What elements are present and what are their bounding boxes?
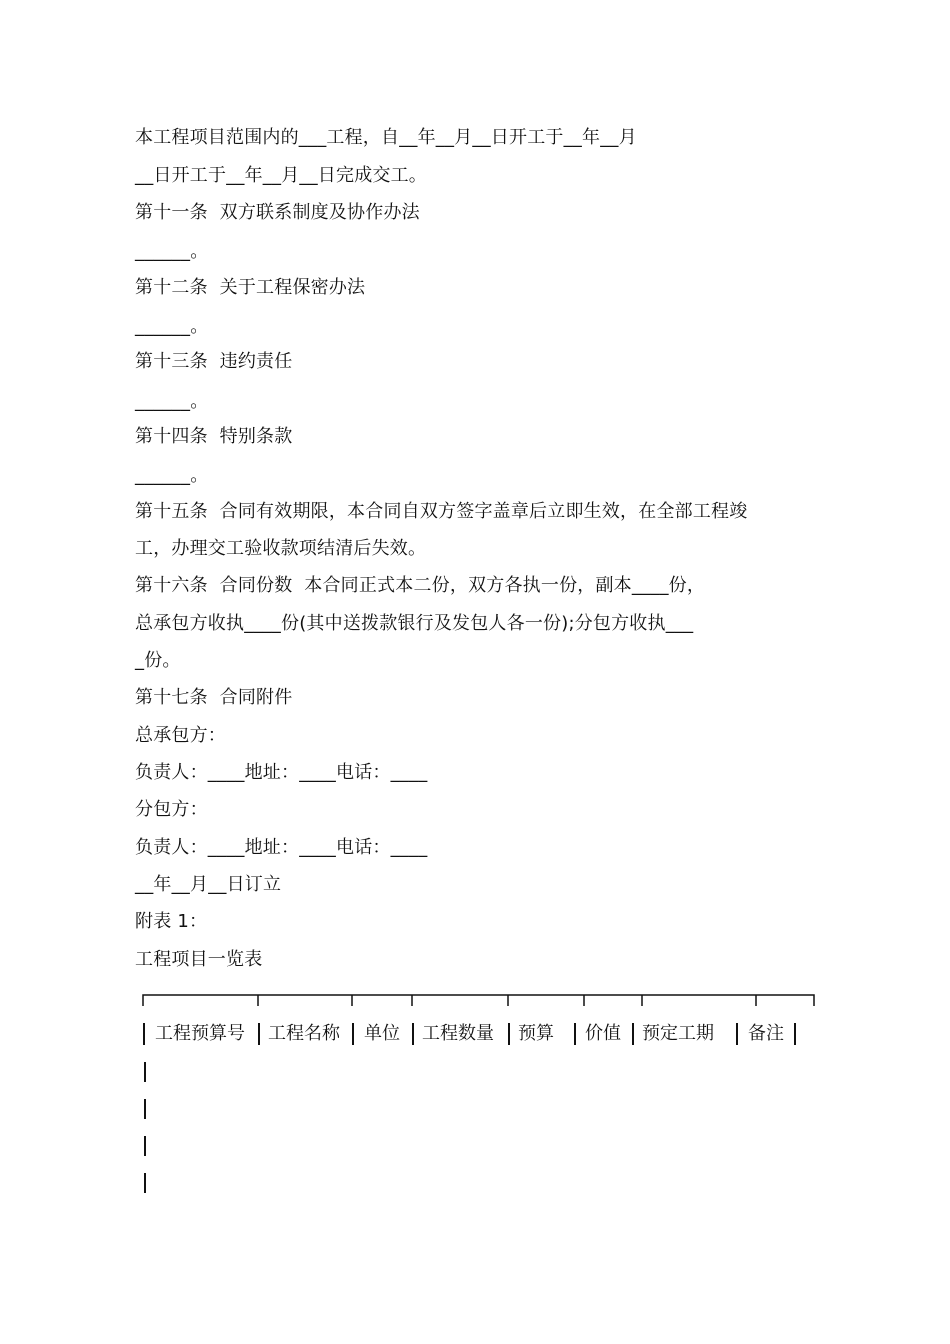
column-divider xyxy=(632,1023,634,1045)
paragraph-line: _份。 xyxy=(135,650,181,671)
empty-row-edge xyxy=(144,1136,146,1156)
article-heading: 第十五条 合同有效期限，本合同自双方签字盖章后立即生效，在全部工程竣 xyxy=(135,501,748,522)
empty-row-edge xyxy=(144,1173,146,1193)
header-cell: 价值 xyxy=(585,1023,621,1044)
header-cell: 工程数量 xyxy=(422,1023,494,1044)
header-cell: 工程预算号 xyxy=(155,1023,245,1044)
contact-fields: 负责人：____地址：____电话：____ xyxy=(135,837,428,858)
column-divider xyxy=(794,1023,796,1045)
table-header-row xyxy=(142,1020,822,1048)
header-cell: 预定工期 xyxy=(642,1023,714,1044)
contact-fields: 负责人：____地址：____电话：____ xyxy=(135,762,428,783)
signing-date: __年__月__日订立 xyxy=(135,874,282,895)
table-top-border xyxy=(142,994,815,1006)
article-heading: 第十三条 违约责任 xyxy=(135,351,293,372)
header-cell: 备注 xyxy=(748,1023,784,1044)
column-divider xyxy=(574,1023,576,1045)
column-divider xyxy=(258,1023,260,1045)
column-divider xyxy=(736,1023,738,1045)
header-cell: 工程名称 xyxy=(268,1023,340,1044)
blank-fill-line: ______。 xyxy=(135,241,209,262)
header-cell: 预算 xyxy=(518,1023,554,1044)
paragraph-line: __日开工于__年__月__日完成交工。 xyxy=(135,165,427,186)
article-heading: 第十四条 特别条款 xyxy=(135,426,293,447)
empty-row-edge xyxy=(144,1062,146,1082)
article-heading: 第十二条 关于工程保密办法 xyxy=(135,277,366,298)
column-divider xyxy=(352,1023,354,1045)
empty-row-edge xyxy=(144,1099,146,1119)
blank-fill-line: ______。 xyxy=(135,391,209,412)
blank-fill-line: ______。 xyxy=(135,465,209,486)
appendix-label: 附表 1： xyxy=(135,911,208,932)
paragraph-line: 本工程项目范围内的___工程，自__年__月__日开工于__年__月 xyxy=(135,127,637,148)
table-title: 工程项目一览表 xyxy=(135,949,263,970)
blank-fill-line: ______。 xyxy=(135,316,209,337)
column-divider xyxy=(143,1023,145,1045)
paragraph-line: 总承包方收执____份(其中送拨款银行及发包人各一份);分包方收执___ xyxy=(135,613,694,634)
article-heading: 第十一条 双方联系制度及协作办法 xyxy=(135,202,420,223)
party-label: 分包方： xyxy=(135,799,208,820)
party-label: 总承包方： xyxy=(135,725,226,746)
article-heading: 第十六条 合同份数 本合同正式本二份，双方各执一份，副本____份， xyxy=(135,575,706,596)
column-divider xyxy=(412,1023,414,1045)
column-divider xyxy=(508,1023,510,1045)
paragraph-line: 工，办理交工验收款项结清后失效。 xyxy=(135,538,427,559)
header-cell: 单位 xyxy=(364,1023,400,1044)
article-heading: 第十七条 合同附件 xyxy=(135,687,293,708)
